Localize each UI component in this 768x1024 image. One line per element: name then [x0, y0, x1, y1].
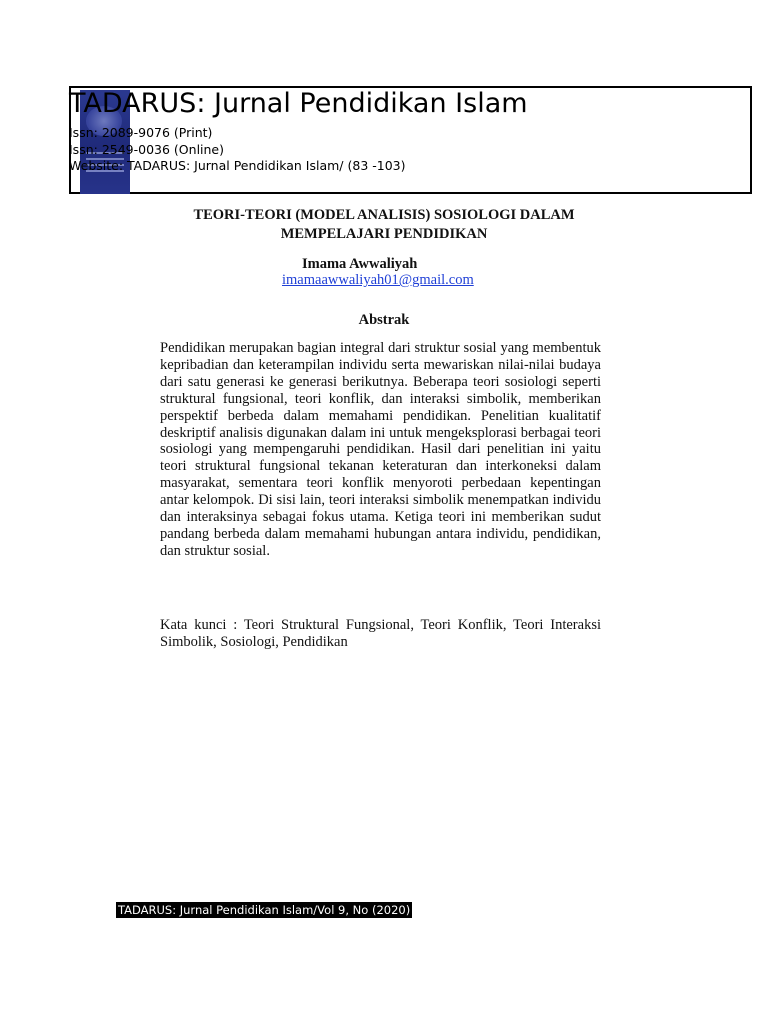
journal-website: Website: TADARUS: Jurnal Pendidikan Islam/ (83 -103)	[69, 158, 406, 173]
paper-title: TEORI-TEORI (MODEL ANALISIS) SOSIOLOGI DALAM MEMPELAJARI PENDIDIKAN	[193, 207, 575, 242]
author-email-link[interactable]: imamaawwaliyah01@gmail.com	[282, 272, 474, 288]
issn-online: Issn: 2549-0036 (Online)	[69, 142, 224, 157]
keywords: Kata kunci : Teori Struktural Fungsional, Teori Konflik, Teori Interaksi Simbolik, Sosiologi, Pendidikan	[160, 617, 601, 650]
author-name: Imama Awwaliyah	[302, 256, 418, 272]
page-footer: TADARUS: Jurnal Pendidikan Islam/Vol 9, No (2020)	[118, 903, 411, 917]
journal-title: TADARUS: Jurnal Pendidikan Islam	[69, 88, 528, 119]
abstract-heading: Abstrak	[358, 312, 410, 328]
issn-print: Issn: 2089-9076 (Print)	[69, 125, 213, 140]
abstract-text: Pendidikan merupakan bagian integral dari struktur sosial yang membentuk kepribadian dan keterampilan individu serta mewariskan nilai-nilai budaya dari satu generasi ke generasi berikutnya. Beberapa teori sosiologi seperti struktural fungsional, teori konflik, dan interaksi simbolik, memberikan perspektif berbeda dalam memahami pendidikan. Penelitian kualitatif deskriptif analisis digunakan dalam ini untuk mengeksplorasi berbagai teori sosiologi yang mempengaruhi pendidikan. Hasil dari penelitian ini yaitu teori struktural fungsional tekanan keteraturan dan interkoneksi dalam masyarakat, sementara teori konflik menyoroti perbedaan kepentingan antar kelompok. Di sisi lain, teori interaksi simbolik menempatkan individu dan interaksinya sebagai fokus utama. Ketiga teori ini memberikan sudut pandang berbeda dalam memahami hubungan antara individu, pendidikan, dan struktur sosial.	[160, 340, 601, 559]
